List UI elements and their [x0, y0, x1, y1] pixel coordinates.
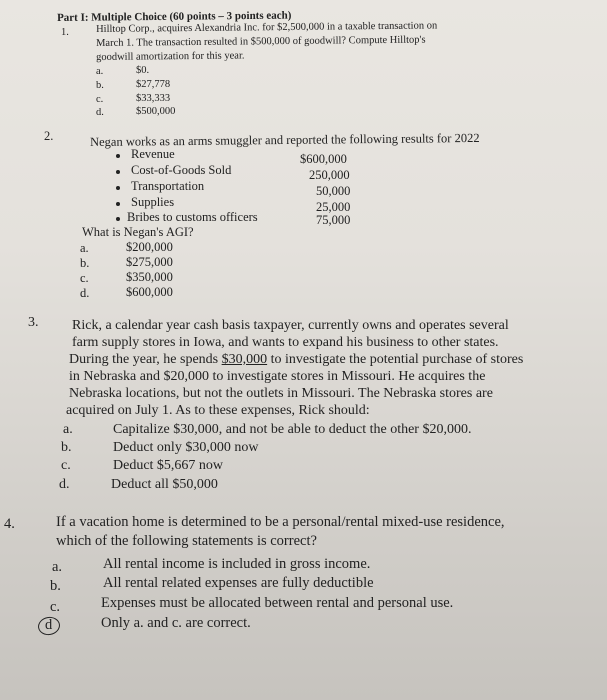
question-text-line-underlined: During the year, he spends $30,000 to investigate the potential purchase of stores [69, 352, 524, 367]
bullet-icon [116, 202, 120, 206]
option-text: $27,778 [136, 79, 171, 90]
option-text: Capitalize $30,000, and not be able to deduct the other $20,000. [113, 422, 472, 437]
bullet-icon [116, 170, 120, 174]
item-amount: 75,000 [316, 213, 351, 227]
question-text-line: goodwill amortization for this year. [95, 50, 245, 63]
question-number: 4. [4, 516, 15, 532]
option-letter: c. [80, 271, 89, 285]
option-text: Expenses must be allocated between rental and personal use. [101, 595, 454, 611]
option-text: $200,000 [126, 240, 173, 254]
item-label: Supplies [131, 195, 175, 209]
option-letter: c. [96, 94, 104, 105]
option-text: Deduct only $30,000 now [113, 440, 259, 455]
item-amount: 25,000 [316, 200, 351, 214]
option-letter: d. [96, 107, 104, 118]
option-letter: d. [80, 286, 90, 300]
option-text: $275,000 [126, 255, 173, 269]
option-letter: b. [50, 578, 61, 594]
item-label: Cost-of-Goods Sold [131, 163, 232, 177]
option-letter: a. [96, 66, 104, 77]
option-letter: b. [61, 440, 72, 455]
underlined-amount: $30,000 [221, 352, 268, 367]
option-text: $0. [136, 65, 150, 76]
question-text-line: acquired on July 1. As to these expenses, Rick should: [66, 403, 370, 418]
option-text: $33,333 [136, 93, 171, 104]
option-letter: d [45, 617, 53, 633]
bullet-icon [116, 217, 120, 221]
question-number: 3. [28, 315, 39, 330]
option-text: $600,000 [126, 285, 173, 299]
bullet-icon [116, 154, 120, 158]
part-title: Part I: Multiple Choice (60 points – 3 points each) [56, 9, 292, 24]
option-letter: a. [63, 422, 73, 437]
option-text: All rental income is included in gross income. [103, 556, 371, 572]
question-prompt: What is Negan's AGI? [82, 225, 194, 239]
question-text-line: Nebraska locations, but not the outlets in Missouri. The Nebraska stores are [69, 386, 493, 401]
option-text: All rental related expenses are fully deductible [103, 575, 374, 591]
item-label: Revenue [131, 147, 175, 161]
option-letter: a. [52, 559, 63, 575]
question-number: 1. [61, 27, 69, 38]
option-text: Deduct $5,667 now [113, 458, 224, 473]
option-letter: a. [80, 241, 89, 255]
option-text: $500,000 [136, 106, 176, 117]
option-letter: b. [96, 80, 104, 91]
option-text: $350,000 [126, 270, 173, 284]
item-amount: 250,000 [309, 168, 350, 182]
question-text-line: Rick, a calendar year cash basis taxpayer, currently owns and operates several [72, 318, 509, 333]
item-amount: 50,000 [316, 184, 351, 198]
option-letter: c. [50, 599, 61, 615]
question-text-line: in Nebraska and $20,000 to investigate stores in Missouri. He acquires the [69, 369, 486, 384]
question-text-line: which of the following statements is correct? [56, 533, 317, 549]
item-amount: $600,000 [300, 152, 347, 166]
item-label: Transportation [131, 179, 205, 193]
question-text-line: farm supply stores in Iowa, and wants to expand his business to other states. [72, 335, 499, 350]
option-letter: b. [80, 256, 90, 270]
question-text-line: Hilltop Corp., acquires Alexandria Inc. for $2,500,000 in a taxable transaction on [95, 20, 438, 35]
question-number: 2. [44, 129, 54, 143]
question-text-line: If a vacation home is determined to be a personal/rental mixed-use residence, [56, 514, 505, 530]
option-letter: c. [61, 458, 71, 473]
question-text-line: March 1. The transaction resulted in $500,000 of goodwill? Compute Hilltop's [95, 34, 426, 49]
option-text: Deduct all $50,000 [111, 477, 218, 492]
option-letter: d. [59, 477, 70, 492]
bullet-icon [116, 186, 120, 190]
item-label: Bribes to customs officers [127, 210, 258, 224]
option-text: Only a. and c. are correct. [101, 615, 251, 631]
question-intro: Negan works as an arms smuggler and reported the following results for 2022 [89, 130, 480, 149]
